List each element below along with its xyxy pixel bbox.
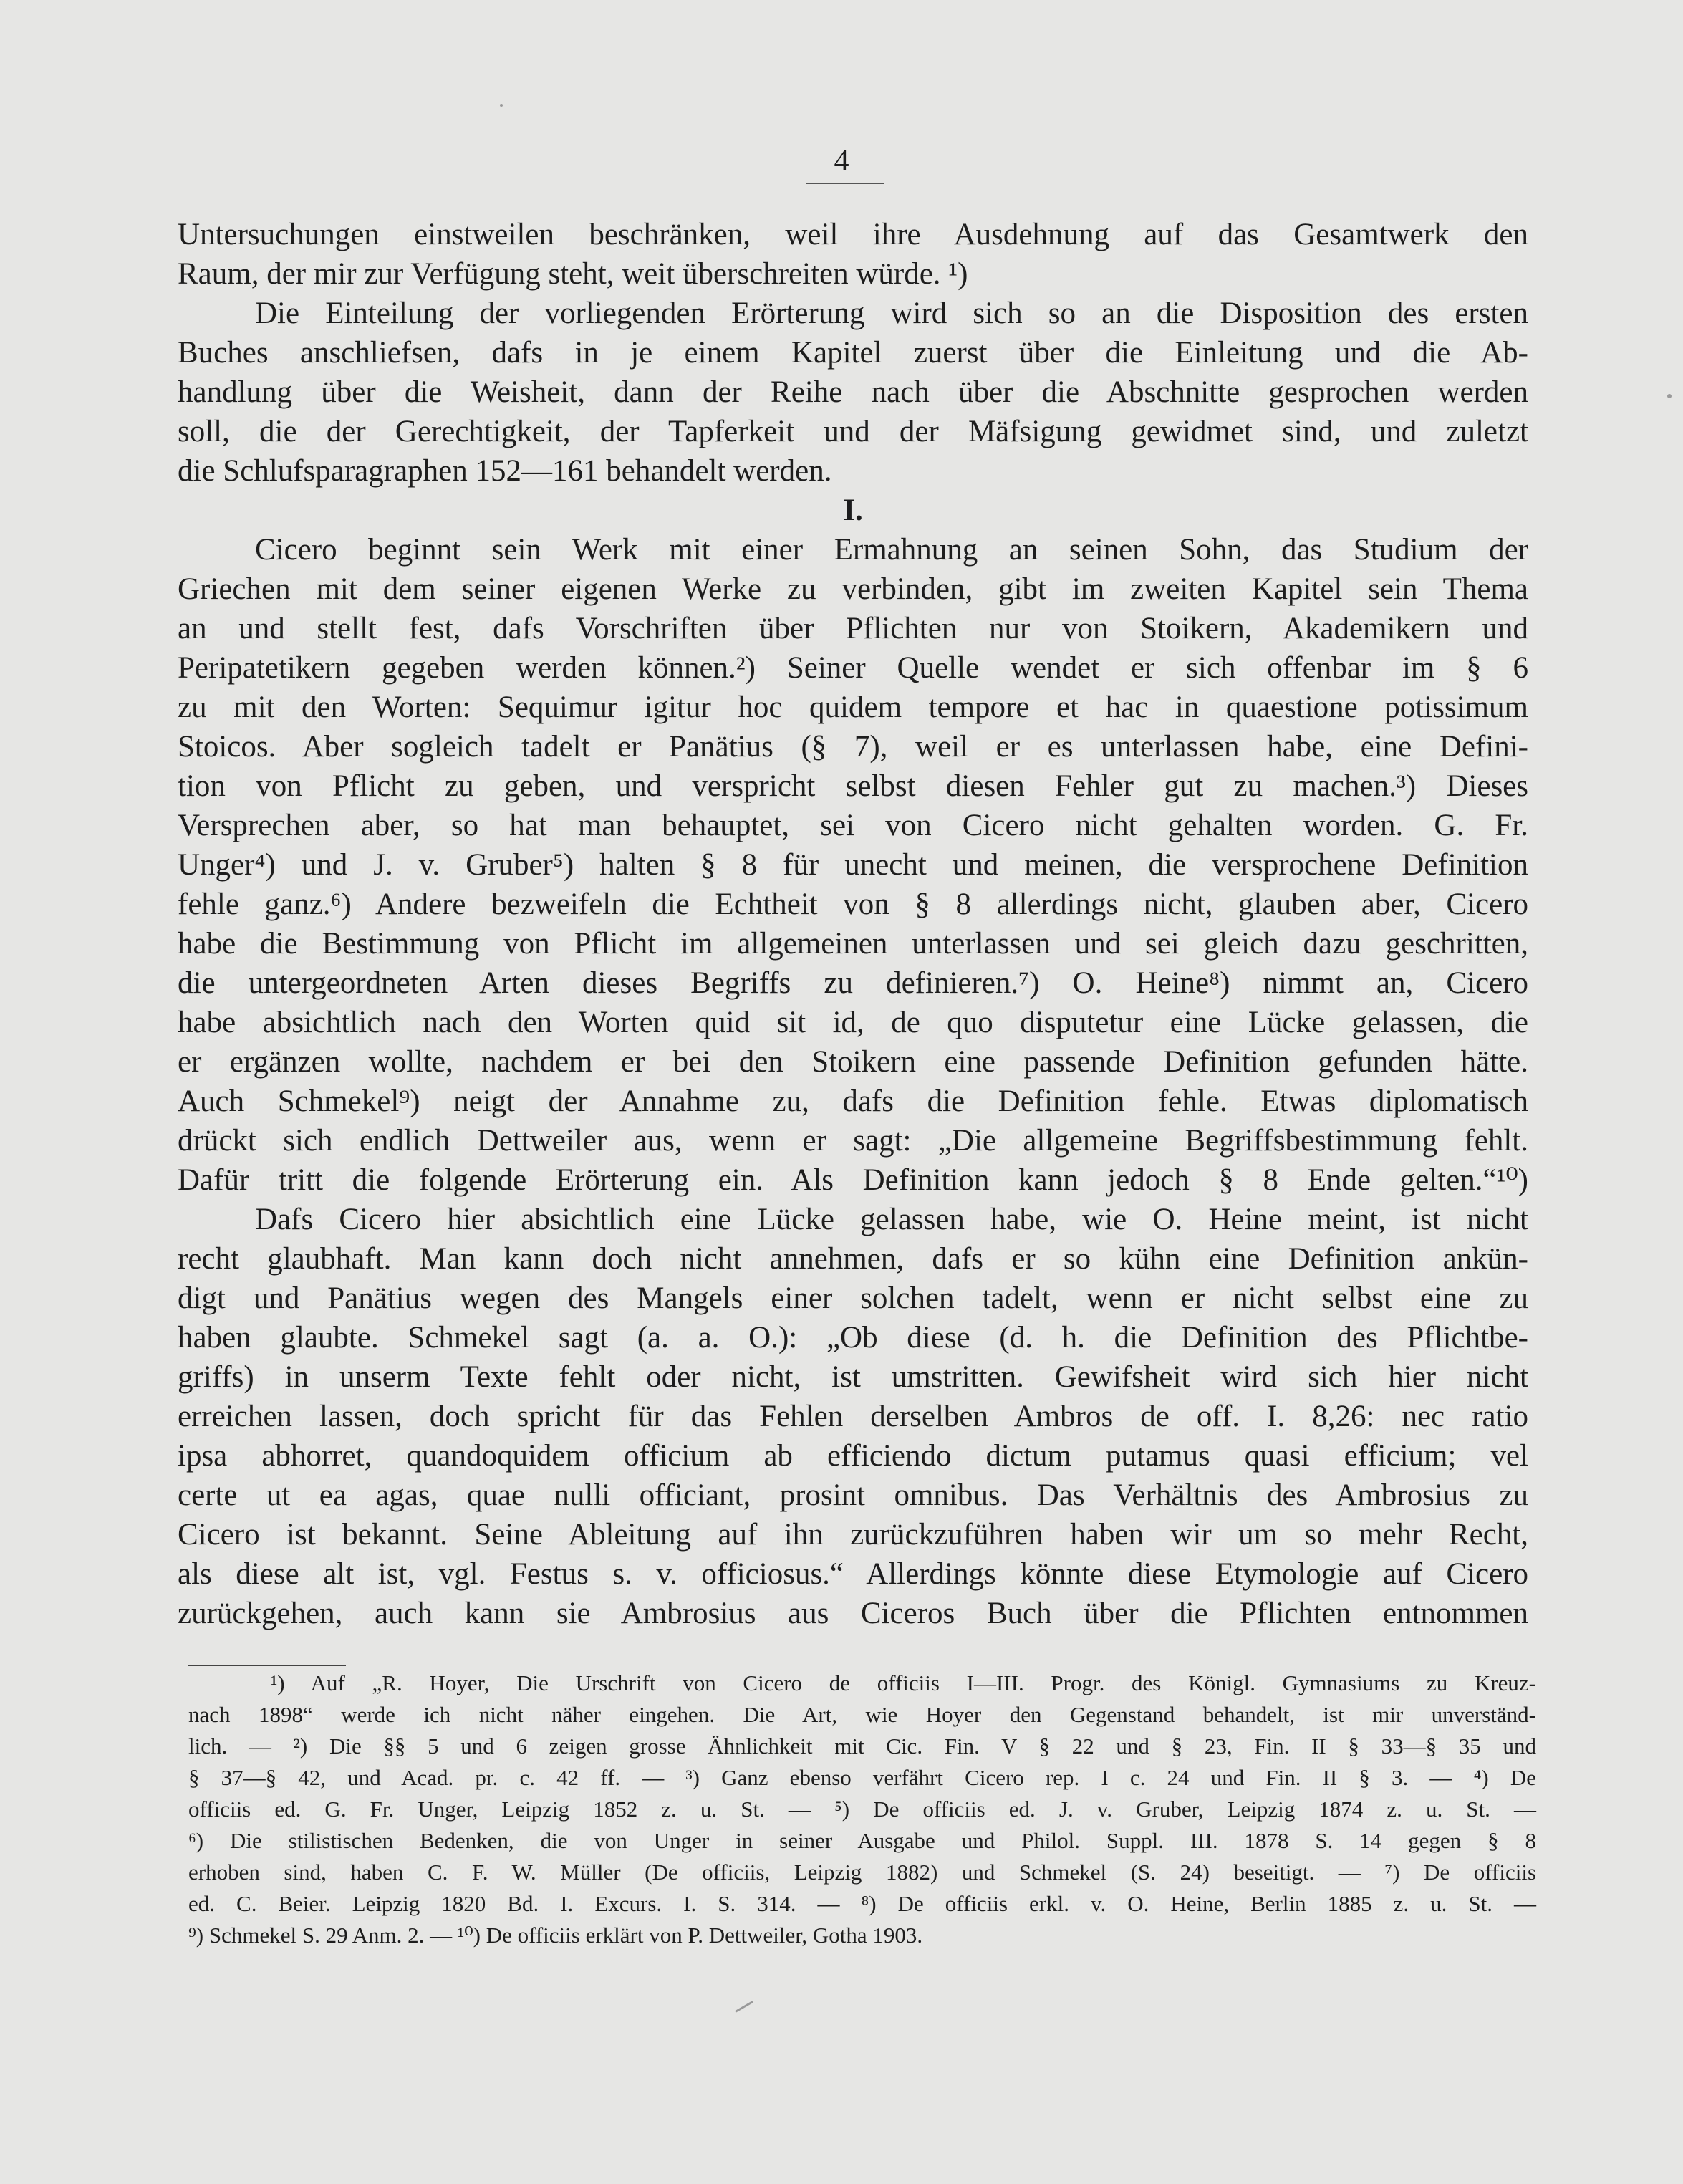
footnote-line: lich. — ²) Die §§ 5 und 6 zeigen grosse Ähnlichkeit mit Cic. Fin. V § 22 und § 23, Fin. II § 33—§ 35 und [188,1733,1536,1759]
page-number: 4 [834,145,849,178]
text-line: griffs) in unserm Texte fehlt oder nicht, ist umstritten. Gewifsheit wird sich hier nicht [178,1360,1528,1394]
text-line: digt und Panätius wegen des Mangels einer solchen tadelt, wenn er nicht selbst eine zu [178,1281,1528,1315]
text-line: die untergeordneten Arten dieses Begriffs zu definieren.⁷) O. Heine⁸) nimmt an, Cicero [178,966,1528,1000]
section-heading: I. [843,494,863,527]
text-line: ipsa abhorret, quandoquidem officium ab efficiendo dictum putamus quasi efficium; vel [178,1439,1528,1473]
text-line: habe die Bestimmung von Pflicht im allgemeinen unterlassen und sei gleich dazu geschritten, [178,927,1528,961]
text-line: recht glaubhaft. Man kann doch nicht annehmen, dafs er so kühn eine Definition ankün- [178,1242,1528,1276]
footnote-line: § 37—§ 42, und Acad. pr. c. 42 ff. — ³) Ganz ebenso verfährt Cicero rep. I c. 24 und Fin. II § 3. — ⁴) De [188,1765,1536,1790]
text-line: Dafs Cicero hier absichtlich eine Lücke gelassen habe, wie O. Heine meint, ist nicht [255,1203,1528,1236]
scan-speck [500,104,503,107]
text-line: Cicero ist bekannt. Seine Ableitung auf ihn zurückzuführen haben wir um so mehr Recht, [178,1518,1528,1552]
text-line: fehle ganz.⁶) Andere bezweifeln die Echtheit von § 8 allerdings nicht, glauben aber, Cicero [178,887,1528,921]
text-line: certe ut ea agas, quae nulli officiant, prosint omnibus. Das Verhältnis des Ambrosius zu [178,1478,1528,1512]
footnote-rule [188,1665,346,1666]
text-line: Cicero beginnt sein Werk mit einer Ermahnung an seinen Sohn, das Studium der [255,533,1528,567]
text-line: Peripatetikern gegeben werden können.²) Seiner Quelle wendet er sich offenbar im § 6 [178,651,1528,685]
text-line: erreichen lassen, doch spricht für das Fehlen derselben Ambros de off. I. 8,26: nec ratio [178,1400,1528,1433]
text-line: als diese alt ist, vgl. Festus s. v. officiosus.“ Allerdings könnte diese Etymologie auf Cicero [178,1557,1528,1591]
footnote-line: erhoben sind, haben C. F. W. Müller (De officiis, Leipzig 1882) und Schmekel (S. 24) beseitigt. — ⁷) De officiis [188,1860,1536,1885]
text-line: die Schlufsparagraphen 152—161 behandelt werden. [178,454,832,488]
scan-mark [735,2001,753,2013]
text-line: soll, die der Gerechtigkeit, der Tapferkeit und der Mäfsigung gewidmet sind, und zuletzt [178,415,1528,448]
text-line: Stoicos. Aber sogleich tadelt er Panätius (§ 7), weil er es unterlassen habe, eine Defini- [178,730,1528,764]
text-line: er ergänzen wollte, nachdem er bei den Stoikern eine passende Definition gefunden hätte. [178,1045,1528,1079]
text-line: Griechen mit dem seiner eigenen Werke zu verbinden, gibt im zweiten Kapitel sein Thema [178,572,1528,606]
text-line: haben glaubte. Schmekel sagt (a. a. O.): „Ob diese (d. h. die Definition des Pflichtbe- [178,1321,1528,1355]
text-line: Untersuchungen einstweilen beschränken, weil ihre Ausdehnung auf das Gesamtwerk den [178,218,1528,251]
text-line: Raum, der mir zur Verfügung steht, weit überschreiten würde. ¹) [178,257,968,291]
scan-speck [1667,394,1672,398]
text-line: an und stellt fest, dafs Vorschriften über Pflichten nur von Stoikern, Akademikern und [178,612,1528,645]
text-line: drückt sich endlich Dettweiler aus, wenn er sagt: „Die allgemeine Begriffsbestimmung fehlt. [178,1124,1528,1158]
footnote-line: ed. C. Beier. Leipzig 1820 Bd. I. Excurs. I. S. 314. — ⁸) De officiis erkl. v. O. Heine, Berlin 1885 z. u. St. — [188,1891,1536,1916]
text-line: Die Einteilung der vorliegenden Erörterung wird sich so an die Disposition des ersten [255,297,1528,330]
intro-paragraphs [178,215,1528,491]
footnote-line: officiis ed. G. Fr. Unger, Leipzig 1852 z. u. St. — ⁵) De officiis ed. J. v. Gruber, Leipzig 1874 z. u. St. — [188,1796,1536,1822]
footnotes [188,1668,1536,1951]
footnote-line: nach 1898“ werde ich nicht näher eingehen. Die Art, wie Hoyer den Gegenstand behandelt, ist mir unverständ- [188,1702,1536,1727]
text-line: habe absichtlich nach den Worten quid sit id, de quo disputetur eine Lücke gelassen, die [178,1006,1528,1039]
page-number-rule [806,183,884,184]
text-line: handlung über die Weisheit, dann der Reihe nach über die Abschnitte gesprochen werden [178,375,1528,409]
footnote-line: ⁹) Schmekel S. 29 Anm. 2. — ¹⁰) De officiis erklärt von P. Dettweiler, Gotha 1903. [188,1923,923,1948]
text-line: Auch Schmekel⁹) neigt der Annahme zu, dafs die Definition fehle. Etwas diplomatisch [178,1084,1528,1118]
footnote-line: ¹) Auf „R. Hoyer, Die Urschrift von Cicero de officiis I—III. Progr. des Königl. Gymnasiums zu Kreuz- [271,1670,1536,1695]
text-line: Unger⁴) und J. v. Gruber⁵) halten § 8 für unecht und meinen, die versprochene Definition [178,848,1528,882]
text-line: Dafür tritt die folgende Erörterung ein. Als Definition kann jedoch § 8 Ende gelten.“¹⁰) [178,1163,1528,1197]
text-line: tion von Pflicht zu geben, und verspricht selbst diesen Fehler gut zu machen.³) Dieses [178,769,1528,803]
footnote-line: ⁶) Die stilistischen Bedenken, die von Unger in seiner Ausgabe und Philol. Suppl. III. 1878 S. 14 gegen § 8 [188,1828,1536,1853]
text-line: Versprechen aber, so hat man behauptet, sei von Cicero nicht gehalten worden. G. Fr. [178,809,1528,842]
text-line: zu mit den Worten: Sequimur igitur hoc quidem tempore et hac in quaestione potissimum [178,691,1528,724]
body-text [178,215,1528,1633]
text-line: Buches anschliefsen, dafs in je einem Kapitel zuerst über die Einleitung und die Ab- [178,336,1528,370]
text-line: zurückgehen, auch kann sie Ambrosius aus Ciceros Buch über die Pflichten entnommen [178,1597,1528,1630]
section-paragraphs [178,530,1528,1633]
